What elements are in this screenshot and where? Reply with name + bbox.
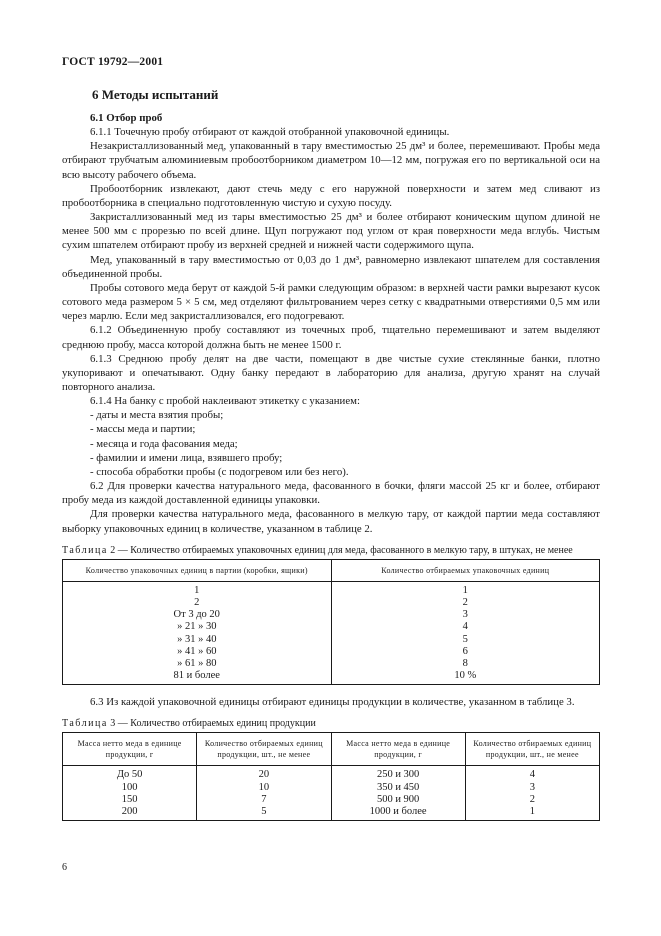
paragraph: Закристаллизованный мед из тары вместимостью 25 дм³ и более отбирают коническим щупом длиной не менее 500 мм с прорезью по всей длине. Щуп погружают под углом от края поверхности меда вглубь. Чистым сухим шпателем отбирают пробу из верхней средней и нижней части содержимого щупа. bbox=[62, 211, 600, 252]
paragraph: Пробоотборник извлекают, дают стечь меду с его наружной поверхности и затем мед сливают из пробоотборника в специально подготовленную чистую и сухую посуду. bbox=[62, 182, 600, 209]
table-row: 81 и более 10 % bbox=[63, 670, 600, 685]
table-row: 2 2 bbox=[63, 597, 600, 609]
paragraph: 6.1.1 Точечную пробу отбирают от каждой отобранной упаковочной единицы. bbox=[90, 126, 450, 139]
section-title: 6 Методы испытаний bbox=[92, 87, 219, 102]
list-item: - способа обработки пробы (с подогревом или без него). bbox=[90, 465, 349, 478]
paragraph: Незакристаллизованный мед, упакованный в тару вместимостью 25 дм³ и более, перемешивают. Пробы меда отбирают трубчатым алюминиевым пробоотборником диаметром 10—12 мм, погружая его по вертикальной оси на всю высоту рабочего объема. bbox=[62, 140, 600, 181]
table3-header: Количество отбираемых единиц продукции, шт., не менее bbox=[465, 733, 599, 766]
list-item: - месяца и года фасования меда; bbox=[90, 437, 238, 450]
paragraph: 6.3 Из каждой упаковочной единицы отбирают единицы продукции в количестве, указанном в таблице 3. bbox=[90, 696, 575, 709]
paragraph: 6.1.4 На банку с пробой наклеивают этикетку с указанием: bbox=[90, 395, 360, 408]
list-item: - фамилии и имени лица, взявшего пробу; bbox=[90, 451, 283, 464]
paragraph: 6.1.3 Среднюю пробу делят на две части, помещают в две чистые сухие стеклянные банки, плотно укупоривают и опечатывают. Одну банку передают в лабораторию для анализа, другую хранят на случай повторного анализа. bbox=[62, 352, 600, 393]
table-row: » 41 » 60 6 bbox=[63, 646, 600, 658]
paragraph: Мед, упакованный в тару вместимостью от 0,03 до 1 дм³, равномерно извлекают шпателем для составления объединенной пробы. bbox=[62, 253, 600, 280]
page-number: 6 bbox=[62, 862, 67, 873]
table2 bbox=[62, 559, 600, 686]
table3-caption: Таблица 3 — Количество отбираемых единиц продукции bbox=[62, 718, 316, 730]
subsection-title: 6.1 Отбор проб bbox=[90, 112, 163, 124]
table-row: » 31 » 40 5 bbox=[63, 634, 600, 646]
table3 bbox=[62, 732, 600, 821]
table2-caption: Таблица 2 — Количество отбираемых упаковочных единиц для меда, фасованного в мелкую тару, в штуках, не менее bbox=[62, 544, 573, 556]
table-row: От 3 до 20 3 bbox=[63, 609, 600, 621]
table3-header: Масса нетто меда в единице продукции, г bbox=[63, 733, 197, 766]
list-item: - массы меда и партии; bbox=[90, 423, 196, 436]
table-row: » 61 » 80 8 bbox=[63, 658, 600, 670]
table2-header: Количество упаковочных единиц в партии (коробки, ящики) bbox=[63, 559, 332, 581]
paragraph: 6.1.2 Объединенную пробу составляют из точечных проб, тщательно перемешивают и затем выделяют среднюю пробу, масса которой должна быть не менее 1500 г. bbox=[62, 324, 600, 351]
table-row: До 50 20 250 и 300 4 bbox=[63, 766, 600, 782]
paragraph: 6.2 Для проверки качества натурального меда, фасованного в бочки, фляги массой 25 кг и более, отбирают пробу меда из каждой доставленной единицы упаковки. bbox=[62, 480, 600, 507]
table-row: » 21 » 30 4 bbox=[63, 621, 600, 633]
table-row: 1 1 bbox=[63, 581, 600, 597]
paragraph: Пробы сотового меда берут от каждой 5-й рамки следующим образом: в верхней части рамки вырезают кусок сотового меда размером 5 × 5 см, мед отделяют фильтрованием через сетку с квадратными отверстиями 0,5 мм или через марлю. Если мед закристаллизовался, его подогревают. bbox=[62, 281, 600, 323]
table-row: 150 7 500 и 900 2 bbox=[63, 794, 600, 806]
table3-header: Количество отбираемых единиц продукции, шт., не менее bbox=[197, 733, 331, 766]
paragraph: Для проверки качества натурального меда, фасованного в мелкую тару, от каждой партии меда составляют выборку упаковочных единиц в количестве, указанном в таблице 2. bbox=[62, 508, 600, 535]
list-item: - даты и места взятия пробы; bbox=[90, 409, 224, 422]
table-row: 100 10 350 и 450 3 bbox=[63, 782, 600, 794]
table2-header: Количество отбираемых упаковочных единиц bbox=[331, 559, 600, 581]
table3-header: Масса нетто меда в единице продукции, г bbox=[331, 733, 465, 766]
table-row: 200 5 1000 и более 1 bbox=[63, 806, 600, 821]
document-body bbox=[62, 111, 600, 821]
document-header: ГОСТ 19792—2001 bbox=[62, 56, 164, 68]
